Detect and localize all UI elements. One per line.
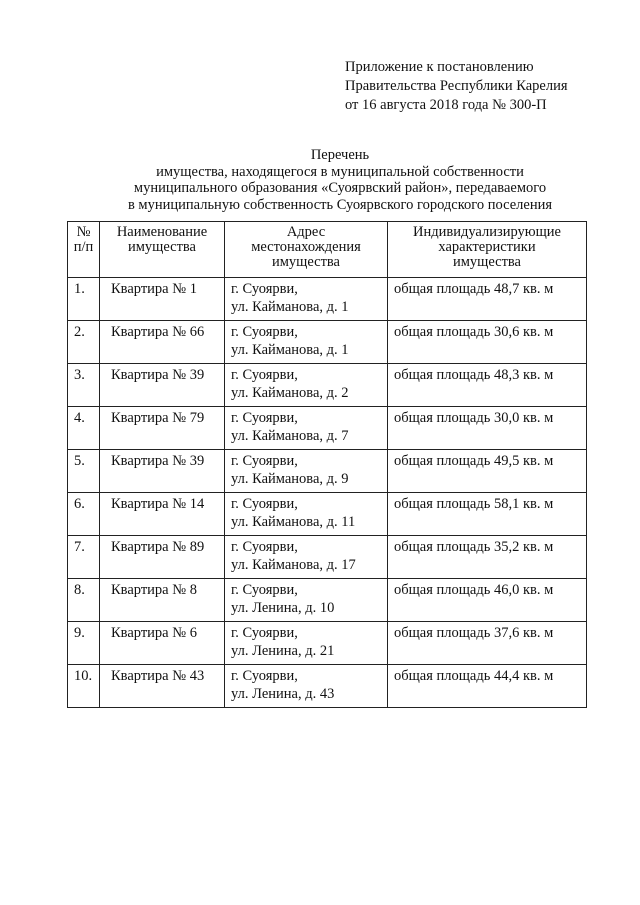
- appendix-line-2: Правительства Республики Карелия: [345, 78, 568, 94]
- row-number: 7.: [68, 536, 100, 579]
- property-name: Квартира № 43: [100, 665, 225, 708]
- property-address: [225, 407, 388, 450]
- row-number: 3.: [68, 364, 100, 407]
- header-characteristics: [388, 222, 587, 278]
- row-number: 6.: [68, 493, 100, 536]
- property-characteristics: общая площадь 30,6 кв. м: [388, 321, 587, 364]
- property-name: Квартира № 8: [100, 579, 225, 622]
- property-address: [225, 450, 388, 493]
- table-row: [68, 364, 587, 407]
- table-row: [68, 665, 587, 708]
- property-name: Квартира № 79: [100, 407, 225, 450]
- property-table: [67, 221, 587, 708]
- property-characteristics: общая площадь 37,6 кв. м: [388, 622, 587, 665]
- property-name: Квартира № 14: [100, 493, 225, 536]
- header-name-line-1: Наименование: [116, 224, 208, 240]
- property-address: [225, 278, 388, 321]
- table-row: [68, 536, 587, 579]
- table-row: [68, 622, 587, 665]
- property-name: Квартира № 89: [100, 536, 225, 579]
- property-address: [225, 364, 388, 407]
- address-city: г. Суоярви,: [231, 668, 298, 684]
- title-line-2: муниципального образования «Суоярвский район», передаваемого: [133, 180, 547, 196]
- document-title: [0, 147, 640, 213]
- title-heading: Перечень: [310, 147, 370, 163]
- title-line-3: в муниципальную собственность Суоярвского городского поселения: [127, 196, 553, 213]
- address-city: г. Суоярви,: [231, 453, 298, 469]
- property-characteristics: общая площадь 58,1 кв. м: [388, 493, 587, 536]
- address-street: ул. Кайманова, д. 2: [231, 385, 349, 401]
- address-street: ул. Кайманова, д. 7: [231, 428, 349, 444]
- row-number: 4.: [68, 407, 100, 450]
- header-num-line-1: №: [76, 224, 91, 240]
- address-city: г. Суоярви,: [231, 367, 298, 383]
- property-name: Квартира № 6: [100, 622, 225, 665]
- address-city: г. Суоярви,: [231, 281, 298, 297]
- address-city: г. Суоярви,: [231, 539, 298, 555]
- appendix-header: [345, 58, 568, 115]
- property-name: Квартира № 66: [100, 321, 225, 364]
- property-characteristics: общая площадь 48,7 кв. м: [388, 278, 587, 321]
- header-address-line-1: Адрес: [286, 224, 326, 240]
- row-number: 2.: [68, 321, 100, 364]
- property-characteristics: общая площадь 35,2 кв. м: [388, 536, 587, 579]
- property-name: Квартира № 39: [100, 364, 225, 407]
- header-characteristics-line-2: характеристики: [438, 239, 536, 255]
- title-line-1: имущества, находящегося в муниципальной собственности: [156, 163, 524, 180]
- address-city: г. Суоярви,: [231, 582, 298, 598]
- table-row: [68, 579, 587, 622]
- row-number: 5.: [68, 450, 100, 493]
- property-name: Квартира № 1: [100, 278, 225, 321]
- property-address: [225, 536, 388, 579]
- property-characteristics: общая площадь 30,0 кв. м: [388, 407, 587, 450]
- header-num-line-2: п/п: [73, 239, 94, 255]
- header-name-line-2: имущества: [127, 239, 196, 255]
- address-city: г. Суоярви,: [231, 625, 298, 641]
- header-address-line-2: местонахождения: [251, 239, 361, 255]
- header-address-line-3: имущества: [271, 254, 340, 270]
- address-city: г. Суоярви,: [231, 410, 298, 426]
- address-street: ул. Кайманова, д. 9: [231, 471, 349, 487]
- property-address: [225, 579, 388, 622]
- table-row: [68, 450, 587, 493]
- property-characteristics: общая площадь 48,3 кв. м: [388, 364, 587, 407]
- address-city: г. Суоярви,: [231, 324, 298, 340]
- address-street: ул. Ленина, д. 21: [231, 643, 335, 659]
- table-row: [68, 321, 587, 364]
- header-address: [225, 222, 388, 278]
- row-number: 10.: [68, 665, 100, 708]
- address-street: ул. Кайманова, д. 1: [231, 342, 349, 358]
- row-number: 9.: [68, 622, 100, 665]
- table-row: [68, 278, 587, 321]
- property-characteristics: общая площадь 46,0 кв. м: [388, 579, 587, 622]
- table-row: [68, 493, 587, 536]
- address-street: ул. Ленина, д. 43: [231, 686, 335, 702]
- address-city: г. Суоярви,: [231, 496, 298, 512]
- property-address: [225, 665, 388, 708]
- property-address: [225, 321, 388, 364]
- appendix-line-1: Приложение к постановлению: [345, 59, 534, 75]
- address-street: ул. Кайманова, д. 17: [231, 557, 356, 573]
- property-address: [225, 622, 388, 665]
- row-number: 8.: [68, 579, 100, 622]
- closing-divider: [289, 707, 386, 708]
- property-characteristics: общая площадь 44,4 кв. м: [388, 665, 587, 708]
- table-row: [68, 407, 587, 450]
- address-street: ул. Кайманова, д. 1: [231, 299, 349, 315]
- table-header-row: [68, 222, 587, 278]
- header-characteristics-line-1: Индивидуализирующие: [413, 224, 561, 240]
- address-street: ул. Кайманова, д. 11: [231, 514, 356, 530]
- header-num: [68, 222, 100, 278]
- property-characteristics: общая площадь 49,5 кв. м: [388, 450, 587, 493]
- header-name: [100, 222, 225, 278]
- property-name: Квартира № 39: [100, 450, 225, 493]
- appendix-line-3: от 16 августа 2018 года № 300-П: [345, 97, 547, 113]
- property-address: [225, 493, 388, 536]
- row-number: 1.: [68, 278, 100, 321]
- address-street: ул. Ленина, д. 10: [231, 600, 335, 616]
- header-characteristics-line-3: имущества: [452, 254, 521, 270]
